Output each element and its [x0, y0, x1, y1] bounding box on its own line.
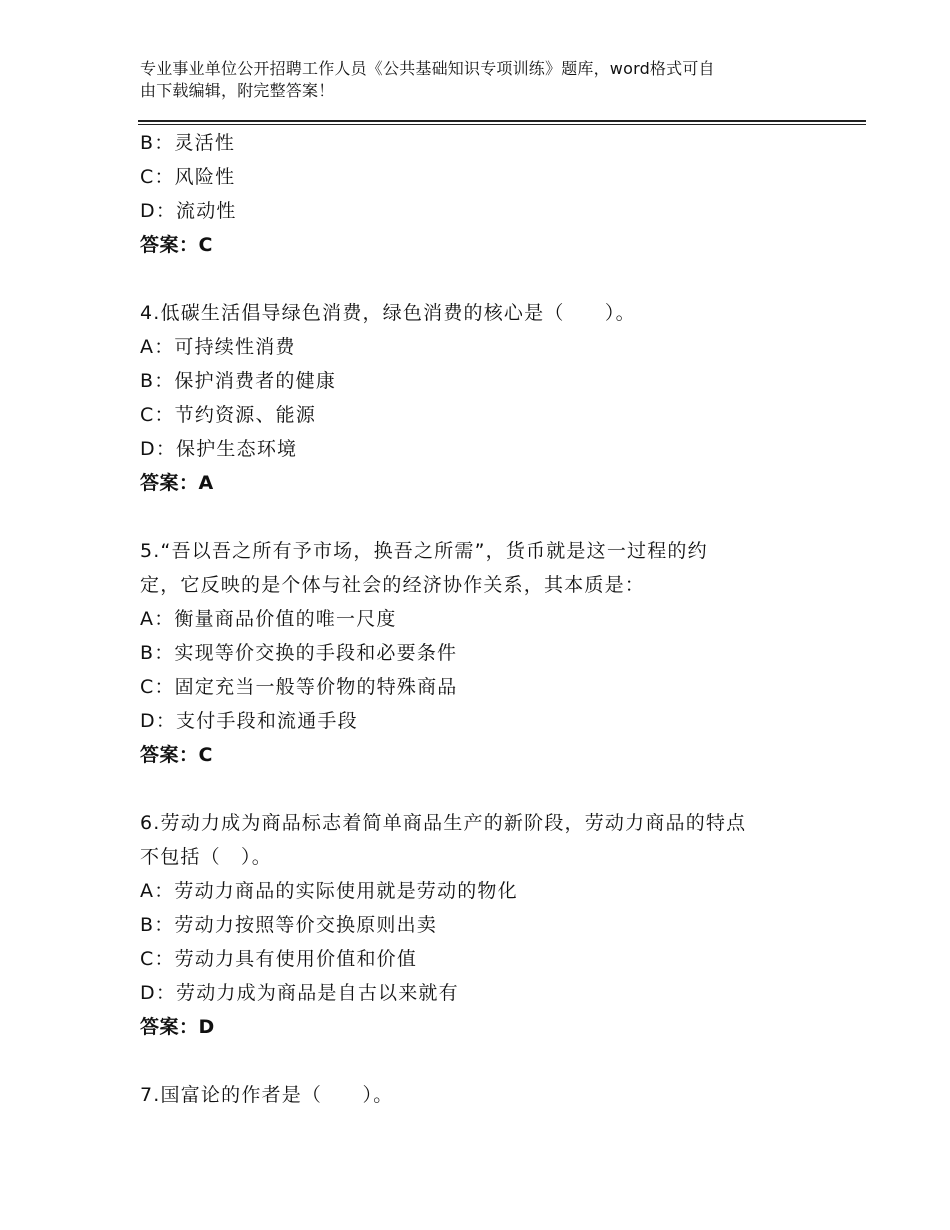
option-d: D：劳动力成为商品是自古以来就有: [140, 982, 459, 1004]
question-stem-line-1: 6.劳动力成为商品标志着简单商品生产的新阶段，劳动力商品的特点: [140, 812, 747, 834]
spacer: [140, 1044, 840, 1078]
header-rule-thin: [138, 124, 866, 125]
answer: 答案：A: [140, 472, 214, 494]
question-3-continuation: [140, 126, 840, 262]
question-stem-line-1: 5.“吾以吾之所有予市场，换吾之所需”，货币就是这一过程的约: [140, 540, 708, 562]
question-stem-line-2: 不包括（ ）。: [140, 846, 272, 868]
question-4: [140, 296, 840, 500]
page-header: [140, 58, 840, 102]
question-stem: 7.国富论的作者是（ ）。: [140, 1084, 394, 1106]
spacer: [140, 772, 840, 806]
option-c: C：固定充当一般等价物的特殊商品: [140, 676, 458, 698]
option-a: A：劳动力商品的实际使用就是劳动的物化: [140, 880, 518, 902]
option-c: C：劳动力具有使用价值和价值: [140, 948, 418, 970]
question-6: [140, 806, 840, 1044]
option-b: B：实现等价交换的手段和必要条件: [140, 642, 458, 664]
question-list: [140, 126, 840, 1112]
spacer: [140, 262, 840, 296]
spacer: [140, 500, 840, 534]
question-7: [140, 1078, 840, 1112]
question-5: [140, 534, 840, 772]
option-a: A：可持续性消费: [140, 336, 296, 358]
option-b: B：灵活性: [140, 132, 236, 154]
option-d: D：保护生态环境: [140, 438, 298, 460]
answer: 答案：C: [140, 744, 213, 766]
answer: 答案：C: [140, 234, 213, 256]
option-c: C：节约资源、能源: [140, 404, 317, 426]
option-d: D：流动性: [140, 200, 237, 222]
option-c: C：风险性: [140, 166, 236, 188]
header-rule-thick: [138, 120, 866, 122]
option-b: B：保护消费者的健康: [140, 370, 337, 392]
header-title-line-1: 专业事业单位公开招聘工作人员《公共基础知识专项训练》题库，word格式可自: [140, 59, 715, 78]
option-d: D：支付手段和流通手段: [140, 710, 358, 732]
question-stem-line-2: 定，它反映的是个体与社会的经济协作关系，其本质是：: [140, 574, 646, 596]
question-stem: 4.低碳生活倡导绿色消费，绿色消费的核心是（ ）。: [140, 302, 636, 324]
option-b: B：劳动力按照等价交换原则出卖: [140, 914, 438, 936]
header-title-line-2: 由下载编辑，附完整答案！: [140, 81, 335, 100]
option-a: A：衡量商品价值的唯一尺度: [140, 608, 397, 630]
answer: 答案：D: [140, 1016, 215, 1038]
